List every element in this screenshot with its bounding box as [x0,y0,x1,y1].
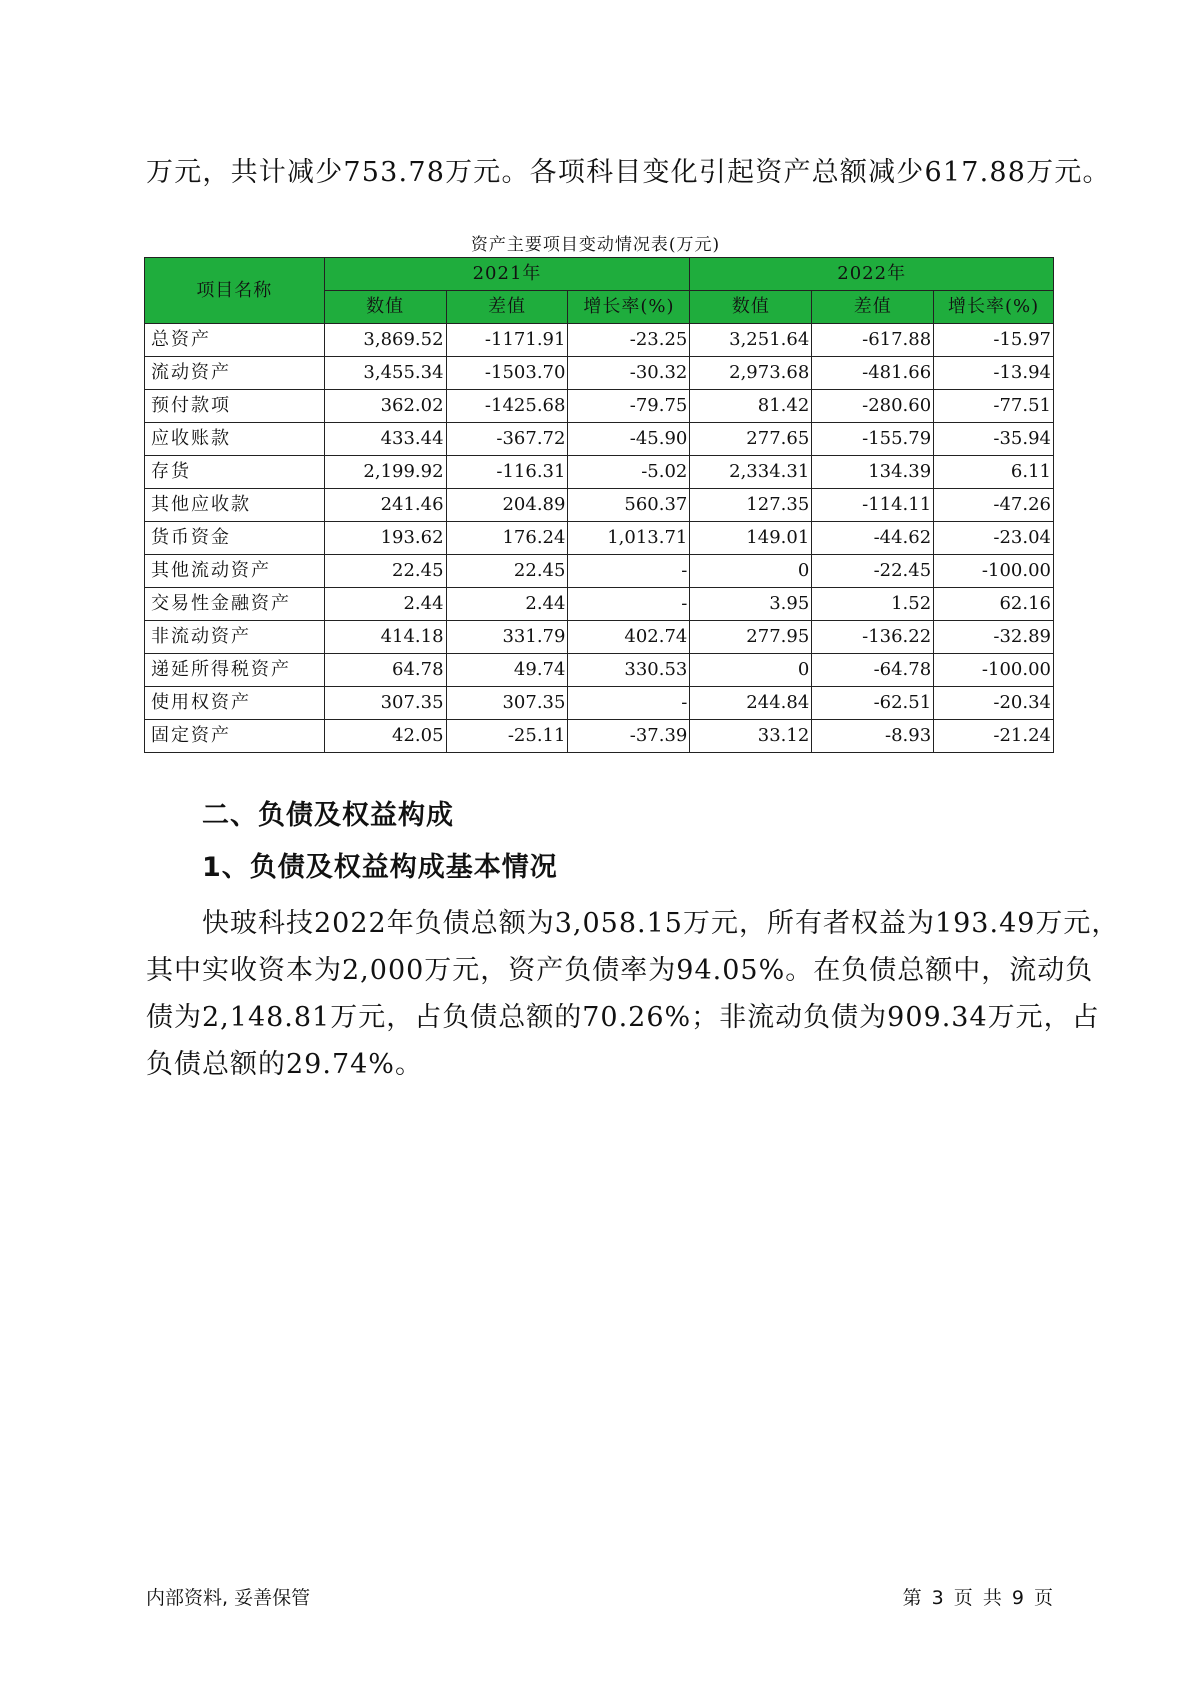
table-cell: 3.95 [690,588,812,621]
table-cell: -25.11 [446,720,568,753]
table-cell: 3,869.52 [324,324,446,357]
table-cell: -116.31 [446,456,568,489]
table-cell: -114.11 [812,489,934,522]
table-cell: -62.51 [812,687,934,720]
table-cell: 330.53 [568,654,690,687]
table-cell: -77.51 [934,390,1054,423]
table-cell: 1,013.71 [568,522,690,555]
table-cell: 6.11 [934,456,1054,489]
table-cell: - [568,687,690,720]
row-label: 其他流动资产 [145,555,325,588]
table-cell: 307.35 [446,687,568,720]
table-cell: 2,199.92 [324,456,446,489]
row-label: 应收账款 [145,423,325,456]
table-row [145,423,1054,456]
table-row [145,588,1054,621]
footer-page-number: 第 3 页 共 9 页 [902,1587,1053,1609]
table-cell: 49.74 [446,654,568,687]
header-year-2021: 2021年 [324,258,690,291]
table-cell: -1171.91 [446,324,568,357]
table-cell: 1.52 [812,588,934,621]
table-cell: -100.00 [934,555,1054,588]
table-row [145,456,1054,489]
section-heading: 二、负债及权益构成 [202,800,454,831]
table-cell: -15.97 [934,324,1054,357]
subheader-growth-2021: 增长率(%) [568,291,690,324]
table-cell: -20.34 [934,687,1054,720]
table-cell: -136.22 [812,621,934,654]
table-cell: 241.46 [324,489,446,522]
table-cell: 134.39 [812,456,934,489]
table-row [145,720,1054,753]
table-cell: -30.32 [568,357,690,390]
table-cell: -1425.68 [446,390,568,423]
table-row [145,654,1054,687]
table-cell: 433.44 [324,423,446,456]
table-cell: - [568,555,690,588]
row-label: 货币资金 [145,522,325,555]
table-cell: 277.95 [690,621,812,654]
table-cell: 22.45 [446,555,568,588]
table-row [145,522,1054,555]
intro-paragraph: 万元，共计减少753.78万元。各项科目变化引起资产总额减少617.88万元。 [146,157,1111,188]
table-cell: 149.01 [690,522,812,555]
table-cell: -45.90 [568,423,690,456]
table-cell: -64.78 [812,654,934,687]
paragraph-line: 其中实收资本为2,000万元，资产负债率为94.05%。在负债总额中，流动负 [146,955,1094,986]
row-label: 流动资产 [145,357,325,390]
row-label: 固定资产 [145,720,325,753]
row-label: 递延所得税资产 [145,654,325,687]
row-label: 使用权资产 [145,687,325,720]
header-year-2022: 2022年 [690,258,1054,291]
row-label: 预付款项 [145,390,325,423]
row-label: 总资产 [145,324,325,357]
table-cell: 2.44 [446,588,568,621]
table-cell: 362.02 [324,390,446,423]
table-cell: 331.79 [446,621,568,654]
table-cell: -32.89 [934,621,1054,654]
subheader-diff-2021: 差值 [446,291,568,324]
table-cell: -13.94 [934,357,1054,390]
table-cell: 402.74 [568,621,690,654]
row-label: 非流动资产 [145,621,325,654]
table-cell: 22.45 [324,555,446,588]
table-cell: 62.16 [934,588,1054,621]
table-cell: -21.24 [934,720,1054,753]
table-cell: 204.89 [446,489,568,522]
table-cell: -35.94 [934,423,1054,456]
table-cell: 193.62 [324,522,446,555]
table-body [145,324,1054,753]
paragraph-line: 负债总额的29.74%。 [146,1049,423,1080]
table-cell: -22.45 [812,555,934,588]
table-cell: 560.37 [568,489,690,522]
footer-confidential: 内部资料, 妥善保管 [146,1587,311,1609]
table-cell: 3,251.64 [690,324,812,357]
table-row [145,489,1054,522]
table-cell: -5.02 [568,456,690,489]
table-cell: 414.18 [324,621,446,654]
table-cell: 307.35 [324,687,446,720]
table-row [145,357,1054,390]
table-cell: -100.00 [934,654,1054,687]
paragraph-line: 债为2,148.81万元，占负债总额的70.26%；非流动负债为909.34万元，占 [146,1002,1100,1033]
table-cell: -8.93 [812,720,934,753]
table-cell: 33.12 [690,720,812,753]
table-cell: -79.75 [568,390,690,423]
table-cell: -23.04 [934,522,1054,555]
table-cell: 64.78 [324,654,446,687]
table-cell: -23.25 [568,324,690,357]
subheader-value-2022: 数值 [690,291,812,324]
subsection-heading: 1、负债及权益构成基本情况 [202,852,558,883]
subheader-value-2021: 数值 [324,291,446,324]
header-item-name: 项目名称 [145,258,325,324]
table-cell: 2,334.31 [690,456,812,489]
table-row [145,324,1054,357]
row-label: 存货 [145,456,325,489]
subheader-growth-2022: 增长率(%) [934,291,1054,324]
table-cell: 176.24 [446,522,568,555]
table-cell: - [568,588,690,621]
row-label: 其他应收款 [145,489,325,522]
table-cell: -47.26 [934,489,1054,522]
table-cell: 81.42 [690,390,812,423]
table-cell: 0 [690,654,812,687]
table-cell: -44.62 [812,522,934,555]
table-caption: 资产主要项目变动情况表(万元) [470,235,721,255]
table-row [145,621,1054,654]
table-cell: 277.65 [690,423,812,456]
liabilities-paragraph [146,900,1120,1088]
table-cell: 3,455.34 [324,357,446,390]
table-cell: 127.35 [690,489,812,522]
table-cell: 42.05 [324,720,446,753]
table-cell: -1503.70 [446,357,568,390]
table-cell: 2,973.68 [690,357,812,390]
table-cell: -155.79 [812,423,934,456]
paragraph-line: 快玻科技2022年负债总额为3,058.15万元，所有者权益为193.49万元， [202,908,1120,939]
table-cell: -481.66 [812,357,934,390]
subheader-diff-2022: 差值 [812,291,934,324]
table-cell: 2.44 [324,588,446,621]
table-row [145,687,1054,720]
table-cell: -367.72 [446,423,568,456]
table-cell: 0 [690,555,812,588]
asset-change-table [144,257,1054,753]
table-row [145,555,1054,588]
table-cell: -37.39 [568,720,690,753]
table-cell: -280.60 [812,390,934,423]
row-label: 交易性金融资产 [145,588,325,621]
table-cell: -617.88 [812,324,934,357]
table-cell: 244.84 [690,687,812,720]
table-row [145,390,1054,423]
